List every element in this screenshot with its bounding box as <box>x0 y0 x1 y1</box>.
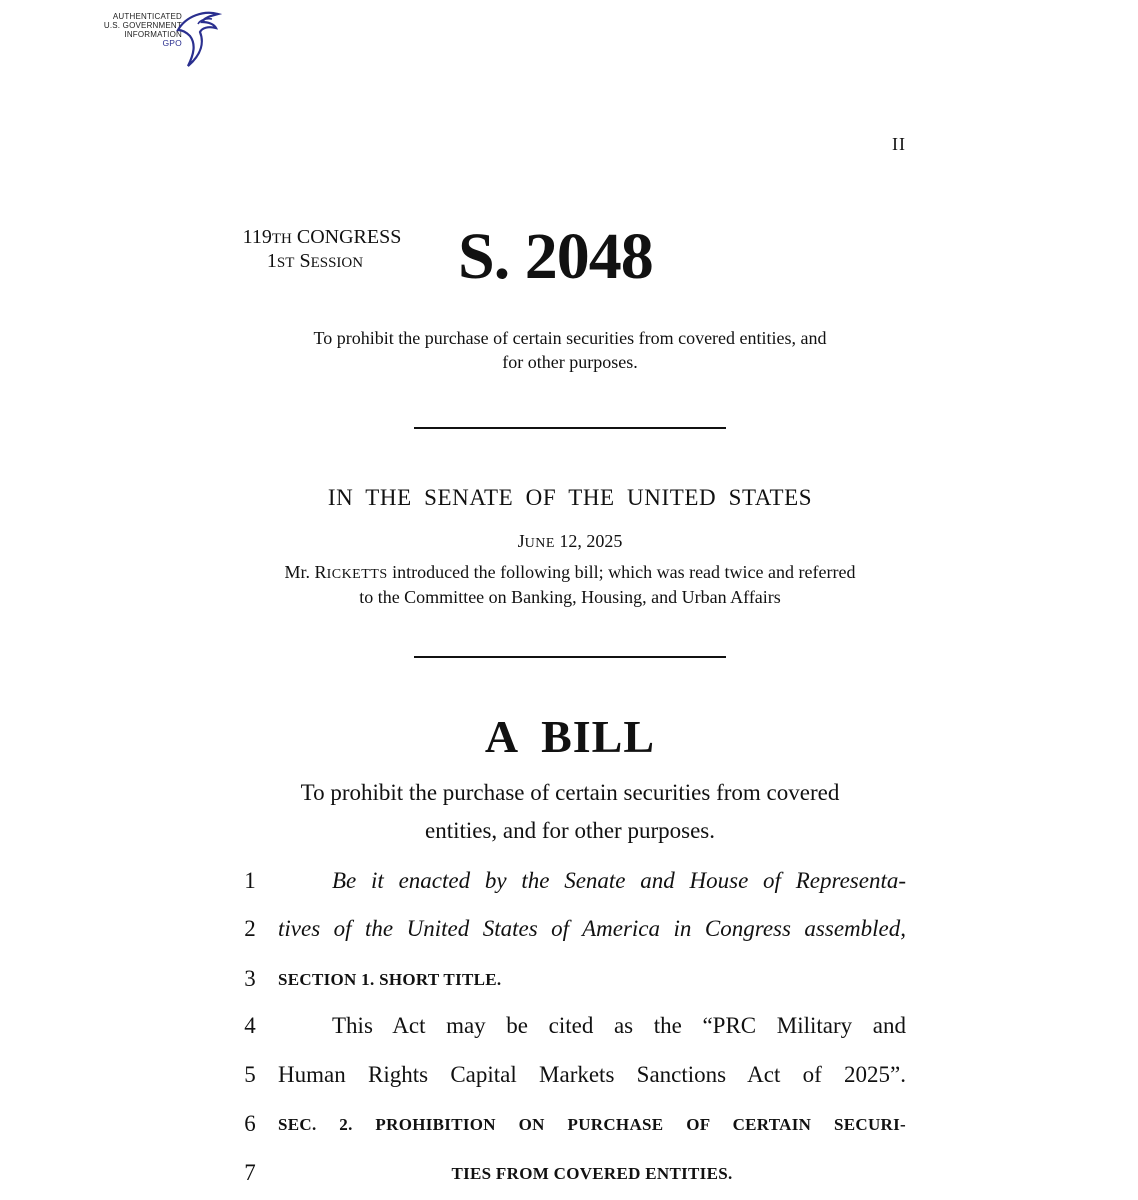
date-day-year: 12, 2025 <box>554 531 623 551</box>
long-title-line-1: To prohibit the purchase of certain securities from covered <box>300 780 840 805</box>
bill-number: S. 2048 <box>458 220 653 293</box>
session-ordinal: ST <box>276 255 295 271</box>
short-purpose-line-1: To prohibit the purchase of certain securities from covered entities, and <box>313 328 827 348</box>
date-month-cap: J <box>517 531 525 551</box>
line-number: 3 <box>244 966 256 991</box>
section-1-heading: SECTION 1. SHORT TITLE. <box>278 970 502 989</box>
line-number: 4 <box>244 1013 256 1038</box>
section-2-heading-line-2: TIES FROM COVERED ENTITIES. <box>451 1164 733 1183</box>
congress-number: 119 <box>242 226 272 248</box>
congress-ordinal: TH <box>271 231 292 247</box>
divider-middle <box>414 656 726 658</box>
introduction-line-1-rest: introduced the following bill; which was read twice and referred <box>387 562 856 582</box>
section-2-heading-line-1: SEC. 2. PROHIBITION ON PURCHASE OF CERTAIN SECURI- <box>278 1115 906 1134</box>
session-line <box>208 250 422 274</box>
enacting-clause-line-2: tives of the United States of America in Congress assembled, <box>278 916 906 941</box>
date-month-rest: UNE <box>524 536 555 551</box>
eagle-icon <box>174 8 222 70</box>
seal-gpo-label: GPO <box>162 38 182 48</box>
line-number: 1 <box>244 868 256 893</box>
short-title-line-1: This Act may be cited as the “PRC Military and <box>332 1013 906 1038</box>
seal-line-information: INFORMATION <box>124 30 182 39</box>
line-number: 6 <box>244 1111 256 1136</box>
seal-line-authenticated: AUTHENTICATED <box>112 12 182 21</box>
sponsor-cap: R <box>314 562 327 582</box>
seal-line-government: U.S. GOVERNMENT <box>103 21 182 30</box>
introduction-line-1 <box>200 561 940 586</box>
chamber-heading: IN THE SENATE OF THE UNITED STATES <box>327 485 813 510</box>
congress-session-block <box>222 226 422 274</box>
page-marker: II <box>892 134 906 154</box>
introduction-statement <box>200 561 940 609</box>
short-purpose-line-2: for other purposes. <box>502 352 638 372</box>
divider-top <box>414 427 726 429</box>
congress-line <box>222 226 422 250</box>
short-purpose <box>230 326 910 374</box>
introduction-line-2: to the Committee on Banking, Housing, and Urban Affairs <box>359 587 781 607</box>
congress-word: CONGRESS <box>296 226 402 248</box>
session-rest: ESSION <box>310 255 364 271</box>
session-cap: S <box>299 250 311 272</box>
gpo-authentication-seal <box>96 8 222 70</box>
introduction-date <box>170 530 970 555</box>
sponsor-rest: ICKETTS <box>326 567 388 582</box>
line-number: 5 <box>244 1062 256 1087</box>
long-title <box>240 774 900 850</box>
session-number: 1 <box>266 250 277 272</box>
line-number: 2 <box>244 916 256 941</box>
sponsor-prefix: Mr. <box>284 562 315 582</box>
short-title-line-2: Human Rights Capital Markets Sanctions Act of 2025”. <box>278 1062 906 1087</box>
long-title-line-2: entities, and for other purposes. <box>425 818 715 843</box>
line-number: 7 <box>244 1160 256 1185</box>
bill-title: A BILL <box>484 711 656 762</box>
enacting-clause-line-1: Be it enacted by the Senate and House of Representa- <box>332 868 906 893</box>
